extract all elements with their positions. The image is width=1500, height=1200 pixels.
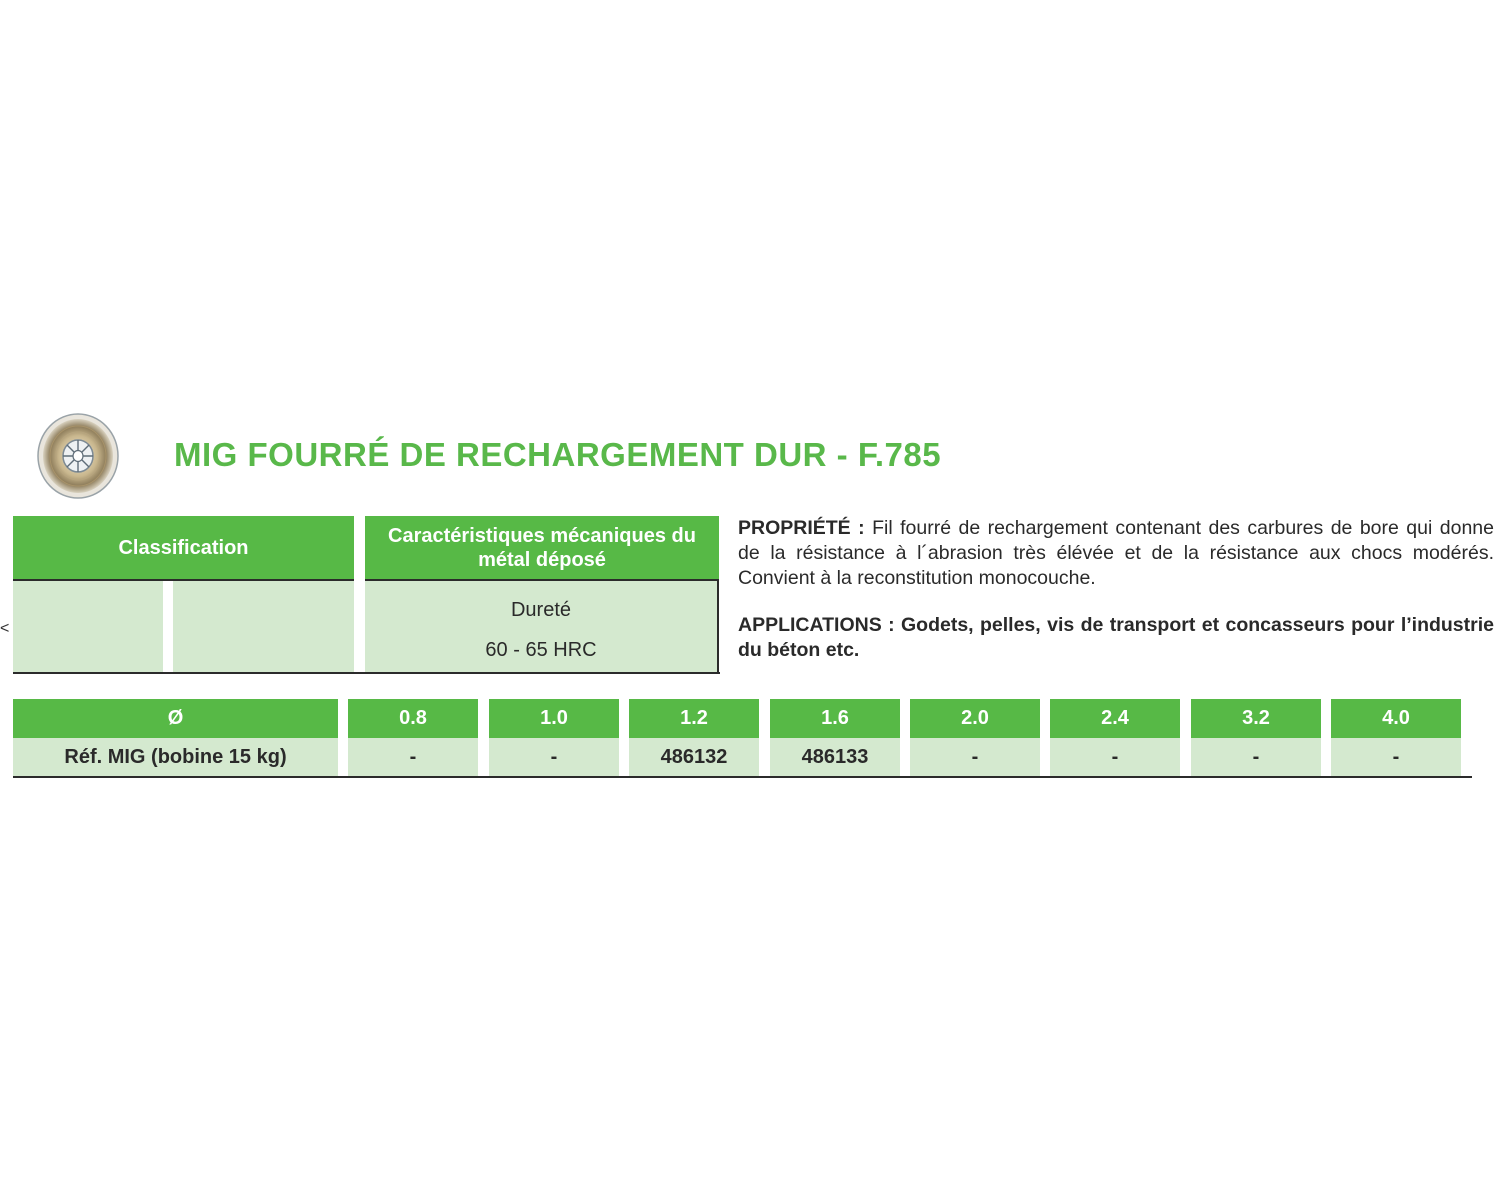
classification-header: Classification — [13, 516, 354, 579]
hardness-cell — [365, 581, 719, 672]
classification-cell-2 — [173, 581, 354, 672]
reference-cell: 486133 — [770, 738, 900, 776]
hardness-value: 60 - 65 HRC — [485, 639, 597, 661]
diameter-header: 4.0 — [1331, 699, 1461, 738]
hardness-label: Dureté — [510, 599, 572, 621]
diameter-row-header: Ø — [13, 699, 338, 738]
reference-cell: - — [1331, 738, 1461, 776]
diameter-header: 0.8 — [348, 699, 478, 738]
diameter-header: 3.2 — [1191, 699, 1321, 738]
edge-mark: < — [0, 620, 10, 637]
product-description — [738, 516, 1494, 663]
reference-cell: 486132 — [629, 738, 759, 776]
page-title: MIG FOURRÉ DE RECHARGEMENT DUR - F.785 — [174, 436, 942, 473]
reference-row-label: Réf. MIG (bobine 15 kg) — [13, 738, 338, 776]
diameter-header: 2.0 — [910, 699, 1040, 738]
diameter-header: 2.4 — [1050, 699, 1180, 738]
diameter-header: 1.0 — [489, 699, 619, 738]
diameter-header: 1.2 — [629, 699, 759, 738]
reference-cell: - — [348, 738, 478, 776]
property-label: PROPRIÉTÉ : — [738, 517, 865, 539]
applications-paragraph: APPLICATIONS : Godets, pelles, vis de transport et concasseurs pour l’industrie du béton etc. — [738, 614, 1494, 661]
reference-cell: - — [1191, 738, 1321, 776]
diameter-header: 1.6 — [770, 699, 900, 738]
table-bottom-rule — [13, 672, 720, 674]
reference-cell: - — [1050, 738, 1180, 776]
reference-cell: - — [489, 738, 619, 776]
property-paragraph — [738, 516, 1494, 591]
mechanical-characteristics-header: Caractéristiques mécaniques du métal déposé — [365, 516, 719, 579]
classification-cell-1 — [13, 581, 163, 672]
reference-cell: - — [910, 738, 1040, 776]
property-text: Fil fourré de rechargement contenant des carbures de bore qui donne de la résistance à l´abrasion très élévée et de la résistance aux chocs modérés. Convient à la reconstitution monocouche. — [738, 517, 1494, 589]
table-bottom-rule — [13, 776, 1472, 778]
wire-spool-icon — [36, 412, 120, 500]
